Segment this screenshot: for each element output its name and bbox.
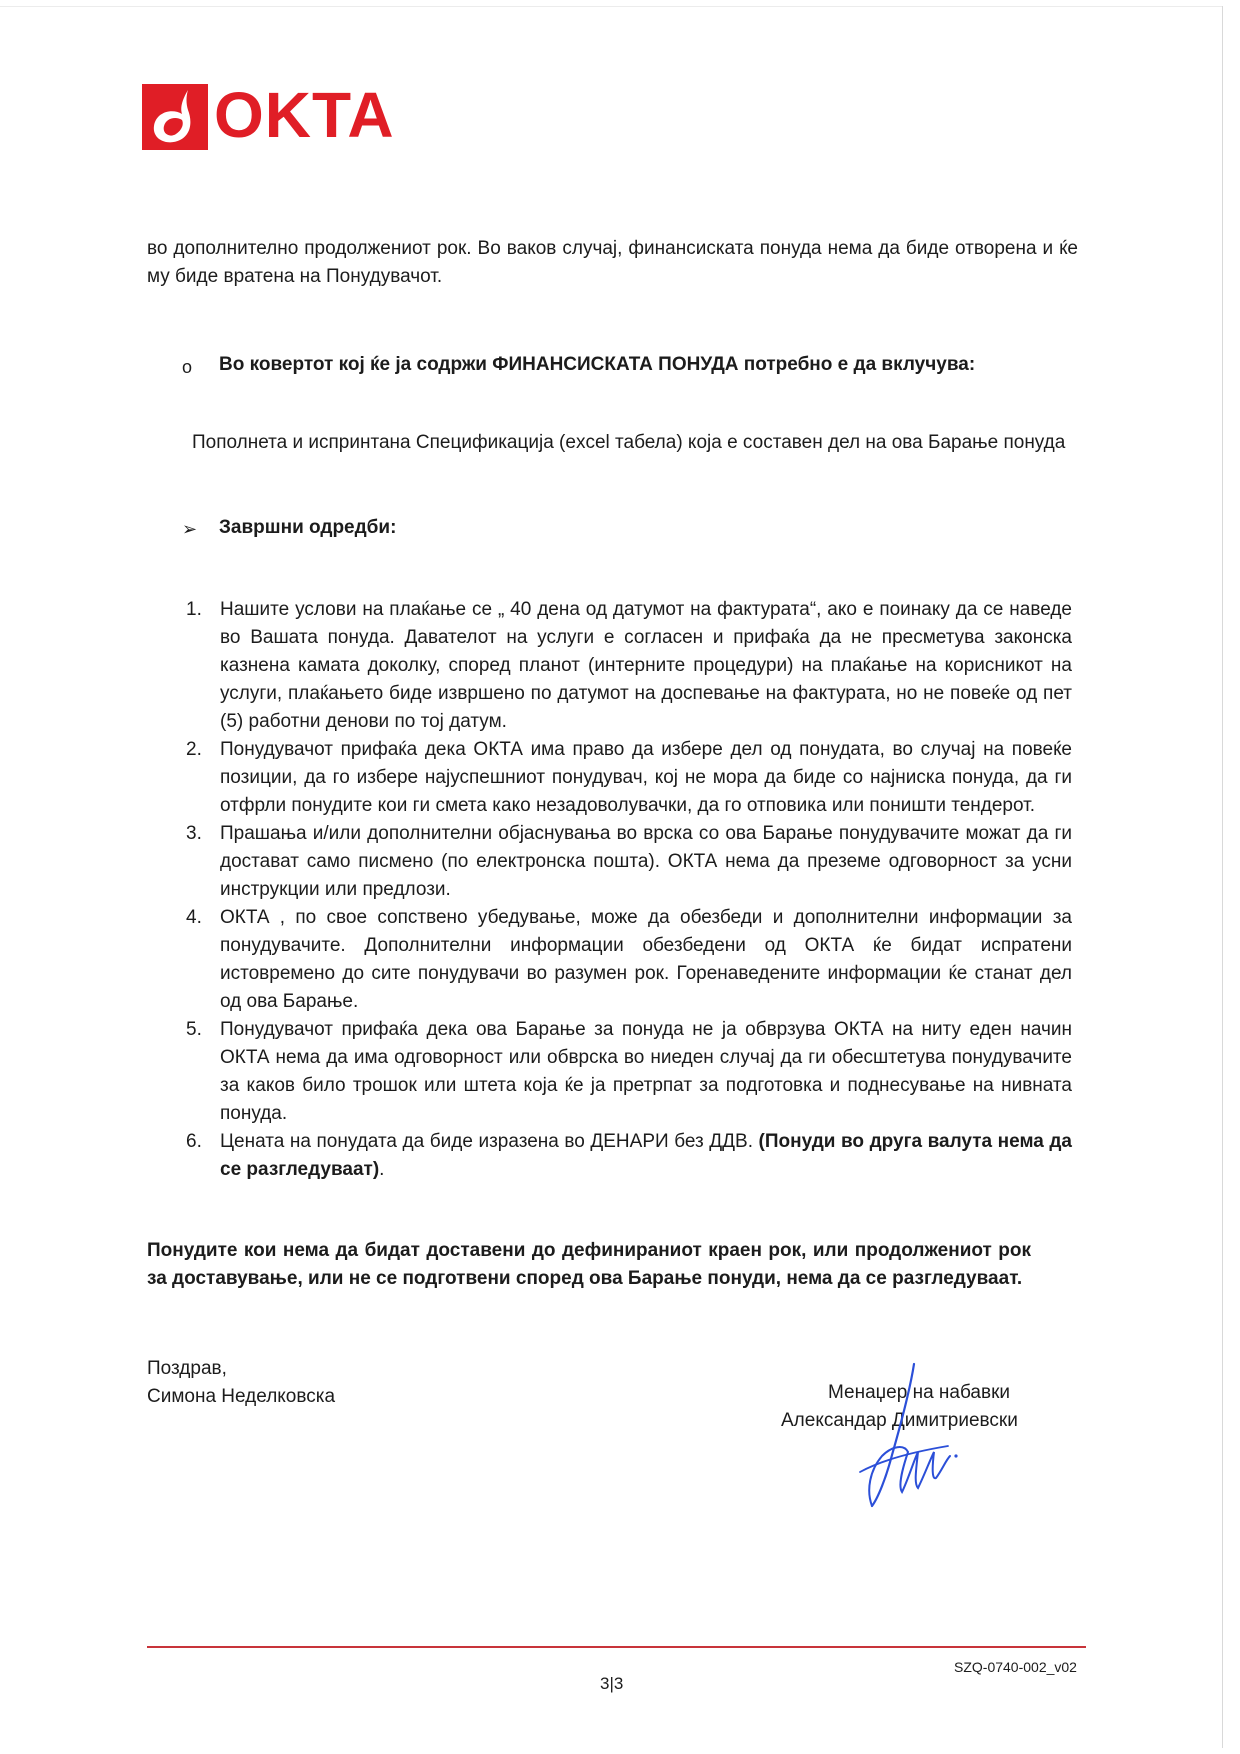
list-item-number: 1.	[186, 599, 202, 620]
list-item	[186, 820, 1072, 904]
list-item-text: Цената на понудата да биде изразена во ДЕНАРИ без ДДВ.	[220, 1131, 753, 1152]
list-item-text: Понудувачот прифаќа дека ова Барање за понуда не ја обврзува ОКТА на ниту еден начин ОКТА нема да има одговорност или обврска во ниеден случај да ги обесштетува понудувачите за каков било трошок или штета која ќе ја претрпат за подготовка и поднесување на нивната понуда.	[220, 1019, 1072, 1124]
terms-list	[186, 596, 1072, 1184]
list-item-number: 5.	[186, 1019, 202, 1040]
list-item-text: Прашања и/или дополнителни објаснувања во врска со ова Барање понудувачите можат да ги достават само писмено (по електронска пошта). ОКТА нема да преземе одговорност за усни инструкции или предлози.	[220, 823, 1072, 900]
logo-wordmark: OKTA	[214, 79, 395, 151]
envelope-heading: Во ковертот кој ќе ја содржи ФИНАНСИСКАТА ПОНУДА потребно е да вклучува:	[219, 354, 976, 375]
list-item-text-composite	[220, 1128, 1072, 1184]
page-number: 3|3	[600, 1674, 624, 1693]
list-item-number: 6.	[186, 1131, 202, 1152]
okta-drop-icon	[142, 84, 208, 150]
list-item	[186, 1128, 1072, 1184]
list-item-text: Понудувачот прифаќа дека ОКТА има право да избере дел од понудата, во случај на повеќе позиции, да го избере најуспешниот понудувач, кој не мора да биде со најниска понуда, да ги отфрли понудите кои ги смета како незадоволувачки, да го отповика или поништи тендерот.	[220, 739, 1072, 816]
continuation-paragraph: во дополнително продолжениот рок. Во ваков случај, финансиската понуда нема да биде отворена и ќе му биде вратена на Понудувачот.	[147, 238, 1078, 287]
sender-name: Симона Неделковска	[147, 1386, 336, 1407]
list-item-bold-text: (Понуди во друга валута нема да се разгледуваат)	[220, 1131, 1072, 1180]
manager-role: Менаџер на набавки	[828, 1382, 1011, 1403]
list-item-tail: .	[379, 1159, 385, 1180]
arrow-bullet-icon: ➢	[182, 519, 198, 539]
okta-logo	[142, 79, 398, 151]
closing-paragraph: Понудите кои нема да бидат доставени до дефинираниот краен рок, или продолжениот рок за доставување, или не се подготвени според ова Барање понуди, нема да се разгледуваат.	[147, 1240, 1031, 1289]
list-item	[186, 1016, 1072, 1128]
logo-mark-svg	[142, 84, 208, 150]
circle-bullet-icon: o	[182, 357, 193, 377]
list-item-text: Нашите услови на плаќање се „ 40 дена од датумот на фактурата“, ако е поинаку да се наведе во Вашата понуда. Давателот на услуги е согласен и прифаќа да не пресметува законска казнена камата доколку, според планот (интерните процедури) на плаќање на корисникот на услуги, плаќањето биде извршено по датумот на доспевање на фактурата, но не повеќе од пет (5) работни денови по тој датум.	[220, 599, 1072, 732]
list-item-number: 2.	[186, 739, 202, 760]
list-item-text: ОКТА , по свое сопствено убедување, може да обезбеди и дополнителни информации за понудувачите. Дополнителни информации обезбедени од ОКТА ќе бидат испратени истовремено до сите понудувачи во разумен рок. Горенаведените информации ќе станат дел од ова Барање.	[220, 907, 1072, 1012]
list-item-number: 3.	[186, 823, 202, 844]
page-right-edge	[1222, 6, 1223, 1748]
footer-divider	[147, 1646, 1086, 1648]
envelope-text: Пополнета и испринтана Спецификација (excel табела) која е составен дел на ова Барање понуда	[192, 432, 1066, 453]
handwritten-signature	[852, 1360, 972, 1510]
page-top-edge	[0, 6, 1222, 7]
list-item	[186, 596, 1072, 736]
final-provisions-heading: Завршни одредби:	[219, 517, 397, 538]
greeting: Поздрав,	[147, 1358, 227, 1379]
document-code: SZQ-0740-002_v02	[954, 1659, 1077, 1675]
list-item	[186, 904, 1072, 1016]
list-item	[186, 736, 1072, 820]
manager-name: Александар Димитриевски	[781, 1410, 1018, 1431]
list-item-number: 4.	[186, 907, 202, 928]
